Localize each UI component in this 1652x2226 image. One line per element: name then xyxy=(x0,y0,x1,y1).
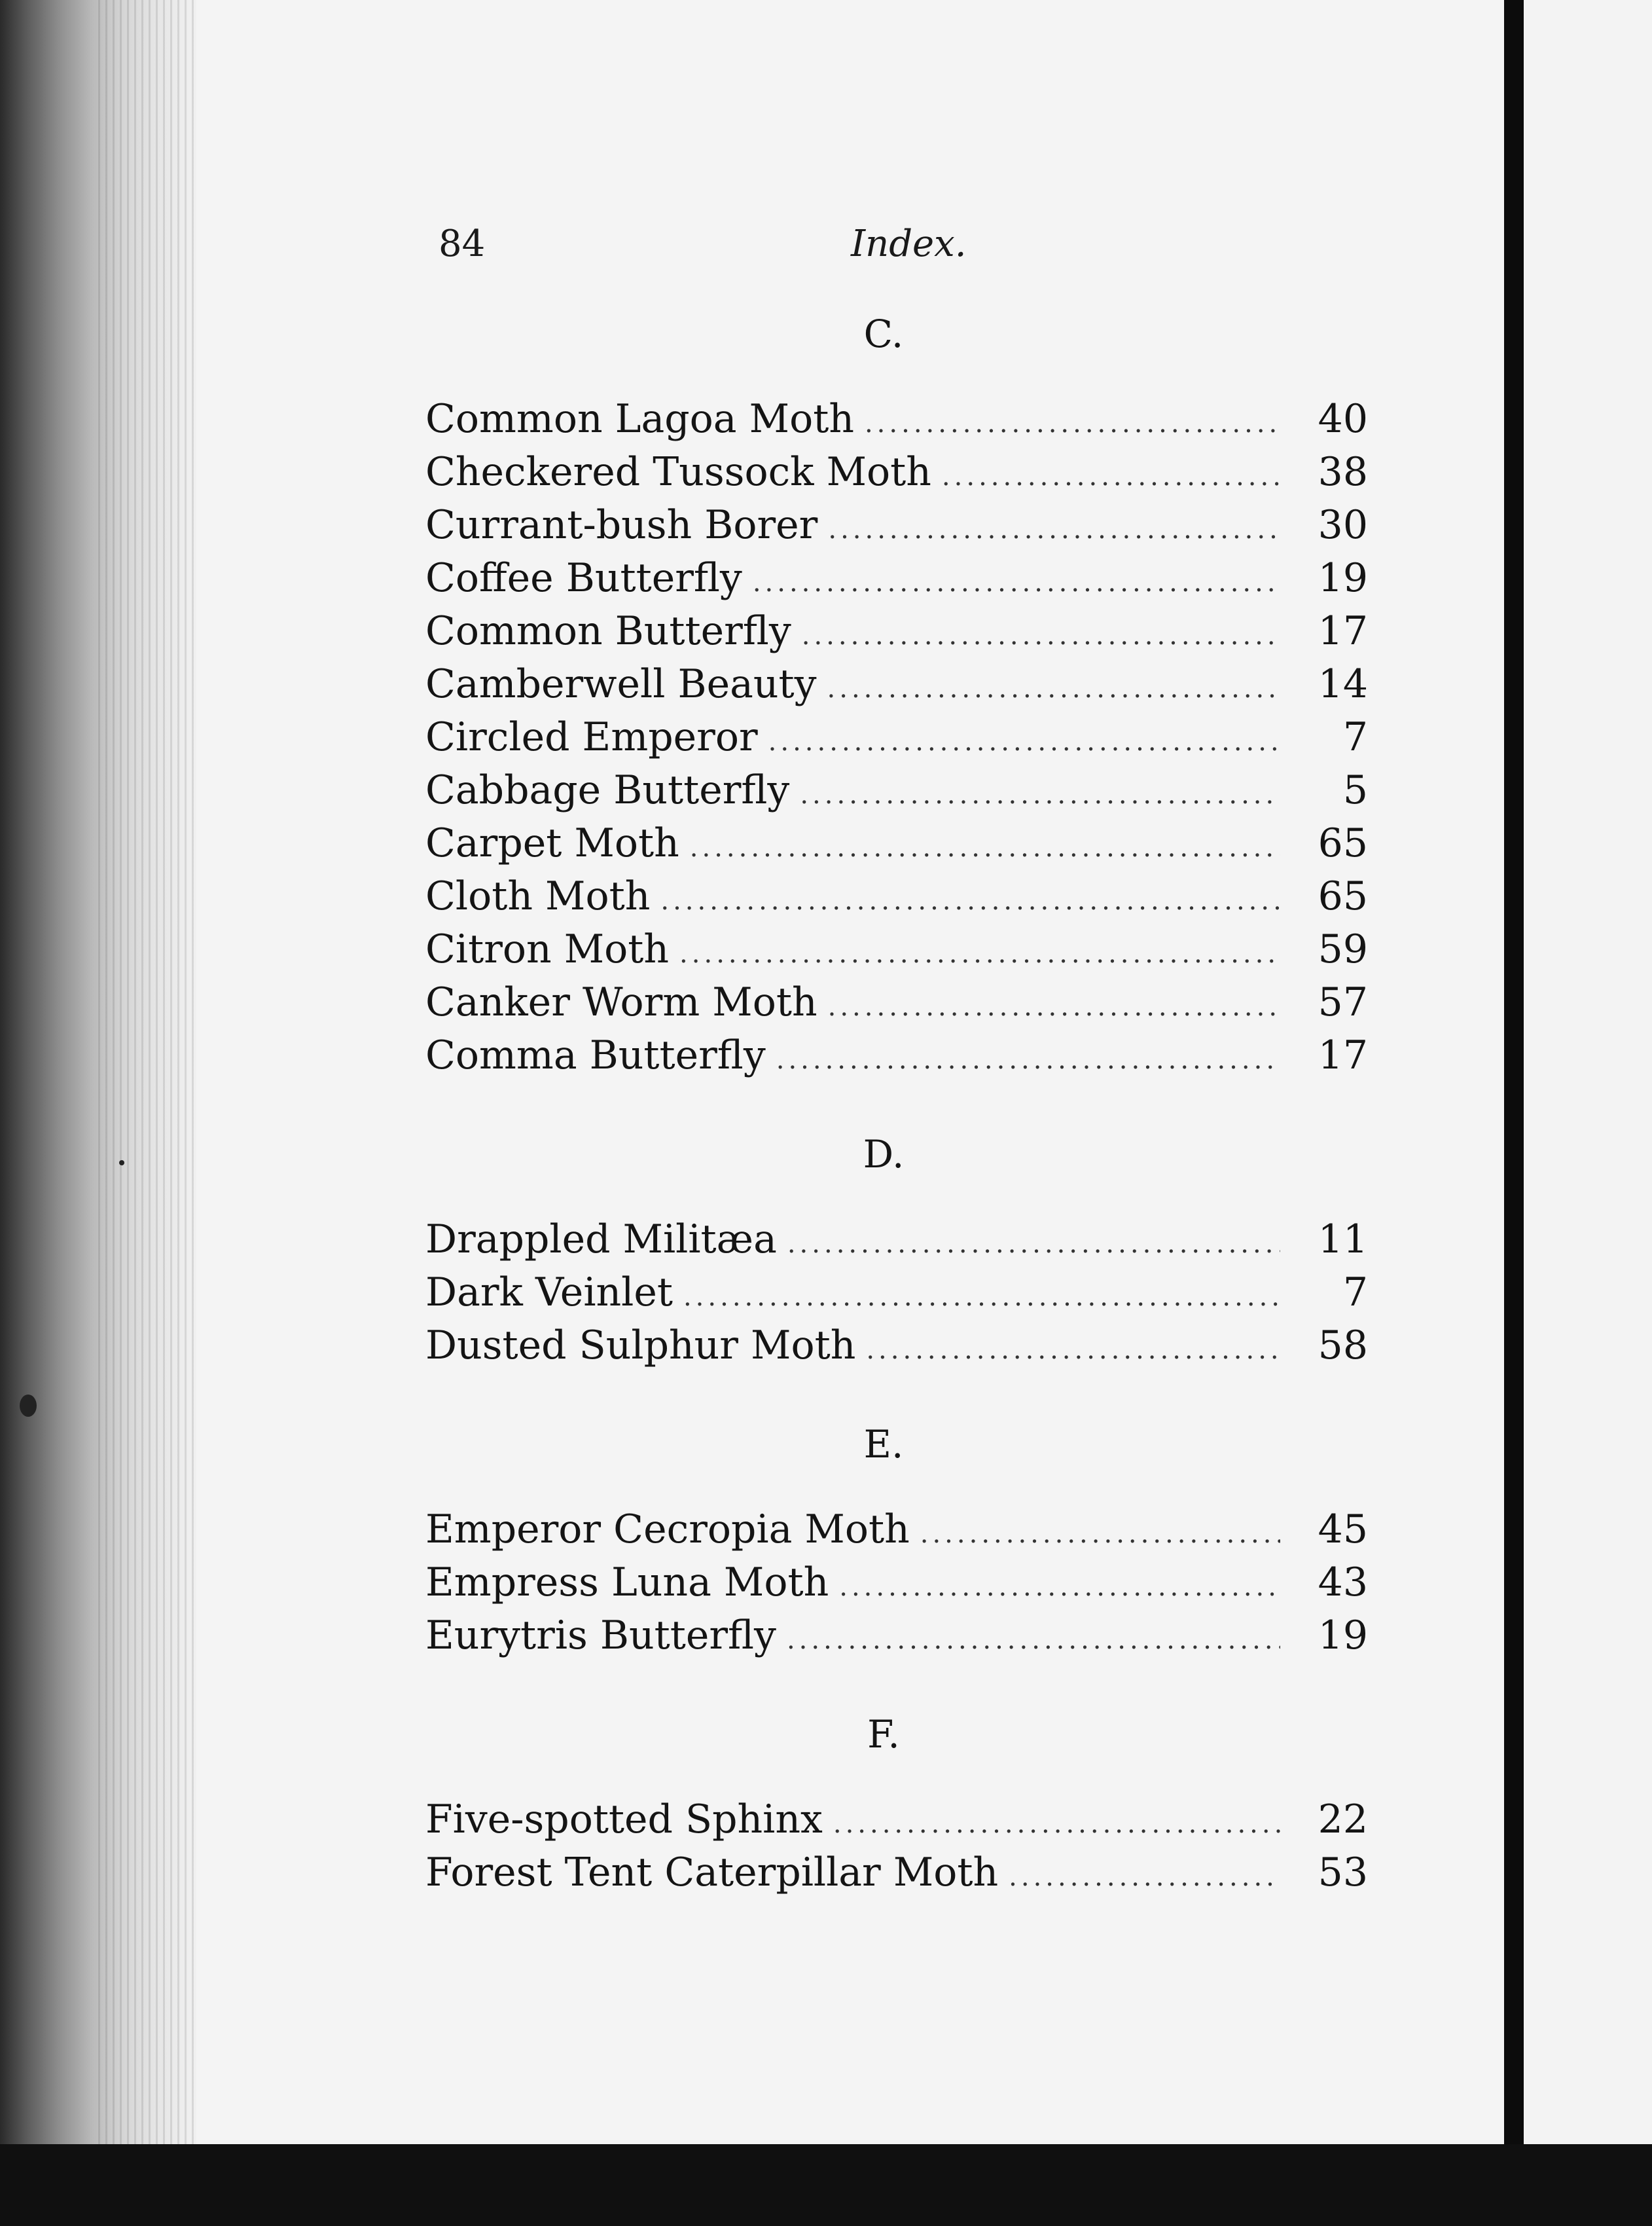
scan-speck xyxy=(20,1395,37,1417)
entry-name: Canker Worm Moth xyxy=(425,979,817,1025)
entry-page-number: 65 xyxy=(1318,873,1368,919)
running-header xyxy=(439,223,1368,275)
dot-leader xyxy=(683,1271,1280,1324)
entry-page-number: 5 xyxy=(1342,767,1368,813)
index-section xyxy=(425,301,1368,1082)
index-entry xyxy=(425,605,1368,658)
dot-leader xyxy=(768,716,1280,769)
entry-page-number: 38 xyxy=(1318,449,1368,495)
entry-name: Cloth Moth xyxy=(425,873,651,919)
dot-leader xyxy=(802,610,1280,663)
index-section xyxy=(425,1122,1368,1372)
entry-page-number: 7 xyxy=(1342,714,1368,760)
dot-leader xyxy=(920,1508,1280,1561)
dot-leader xyxy=(787,1218,1280,1271)
entry-name: Currant-bush Borer xyxy=(425,502,818,548)
entry-page-number: 65 xyxy=(1318,820,1368,866)
index-entry xyxy=(425,870,1368,923)
dot-leader xyxy=(942,450,1280,503)
dot-leader xyxy=(827,663,1280,716)
page-stack-edges xyxy=(98,0,203,2226)
entry-page-number: 57 xyxy=(1318,979,1368,1025)
dot-leader xyxy=(787,1614,1280,1667)
entry-page-number: 43 xyxy=(1318,1560,1368,1605)
page-number: 84 xyxy=(439,223,486,265)
dot-leader xyxy=(828,503,1280,556)
facing-page-gutter xyxy=(1504,0,1524,2187)
entry-name: Comma Butterfly xyxy=(425,1032,766,1078)
index-entry xyxy=(425,446,1368,499)
index-entry xyxy=(425,1319,1368,1372)
entry-page-number: 17 xyxy=(1318,608,1368,654)
entry-name: Drappled Militæa xyxy=(425,1216,777,1262)
entry-page-number: 17 xyxy=(1318,1032,1368,1078)
index-entry xyxy=(425,1609,1368,1662)
dot-leader xyxy=(776,1034,1280,1087)
index-section xyxy=(425,1702,1368,1899)
dot-leader xyxy=(690,822,1280,875)
dot-leader xyxy=(839,1561,1280,1614)
index-entry xyxy=(425,658,1368,711)
entry-page-number: 14 xyxy=(1318,661,1368,707)
facing-page xyxy=(1524,0,1652,2154)
entry-name: Citron Moth xyxy=(425,926,670,972)
section-letter: D. xyxy=(863,1132,905,1177)
entry-name: Circled Emperor xyxy=(425,714,758,760)
entry-name: Dusted Sulphur Moth xyxy=(425,1323,856,1368)
index-entry xyxy=(425,1556,1368,1609)
entry-name: Eurytris Butterfly xyxy=(425,1613,776,1658)
scan-background xyxy=(0,2144,1652,2226)
section-letter: F. xyxy=(867,1712,900,1757)
entry-page-number: 40 xyxy=(1318,396,1368,442)
dot-leader xyxy=(833,1798,1280,1851)
index-list xyxy=(425,301,1368,1939)
section-letter: E. xyxy=(863,1422,904,1467)
index-section xyxy=(425,1412,1368,1662)
entry-name: Coffee Butterfly xyxy=(425,555,742,601)
index-entry xyxy=(425,923,1368,976)
entry-name: Dark Veinlet xyxy=(425,1269,673,1315)
index-entry xyxy=(425,499,1368,552)
dot-leader xyxy=(866,1324,1280,1377)
entry-page-number: 30 xyxy=(1318,502,1368,548)
index-entry xyxy=(425,1846,1368,1899)
entry-page-number: 58 xyxy=(1318,1323,1368,1368)
scan-speck xyxy=(119,1160,124,1165)
index-entry xyxy=(425,552,1368,605)
entry-page-number: 7 xyxy=(1342,1269,1368,1315)
dot-leader xyxy=(1009,1851,1280,1904)
entry-name: Cabbage Butterfly xyxy=(425,767,790,813)
entry-page-number: 53 xyxy=(1318,1850,1368,1895)
entry-page-number: 59 xyxy=(1318,926,1368,972)
dot-leader xyxy=(753,556,1280,610)
index-entry xyxy=(425,764,1368,817)
dot-leader xyxy=(679,928,1280,981)
index-entry xyxy=(425,817,1368,870)
running-title: Index. xyxy=(851,223,967,265)
entry-name: Empress Luna Moth xyxy=(425,1560,829,1605)
entry-name: Common Butterfly xyxy=(425,608,791,654)
index-entry xyxy=(425,1503,1368,1556)
entry-name: Emperor Cecropia Moth xyxy=(425,1506,910,1552)
entry-page-number: 45 xyxy=(1318,1506,1368,1552)
index-entry xyxy=(425,711,1368,764)
entry-name: Camberwell Beauty xyxy=(425,661,817,707)
dot-leader xyxy=(865,397,1280,450)
dot-leader xyxy=(660,875,1280,928)
entry-name: Checkered Tussock Moth xyxy=(425,449,931,495)
index-entry xyxy=(425,1266,1368,1319)
entry-page-number: 22 xyxy=(1318,1797,1368,1842)
index-entry xyxy=(425,393,1368,446)
entry-name: Forest Tent Caterpillar Moth xyxy=(425,1850,999,1895)
dot-leader xyxy=(800,769,1280,822)
entry-page-number: 19 xyxy=(1318,555,1368,601)
dot-leader xyxy=(828,981,1280,1034)
entry-name: Carpet Moth xyxy=(425,820,679,866)
section-letter: C. xyxy=(863,312,904,356)
index-entry xyxy=(425,1029,1368,1082)
index-entry xyxy=(425,1793,1368,1846)
index-entry xyxy=(425,1213,1368,1266)
entry-name: Common Lagoa Moth xyxy=(425,396,854,442)
entry-name: Five-spotted Sphinx xyxy=(425,1797,823,1842)
entry-page-number: 19 xyxy=(1318,1613,1368,1658)
entry-page-number: 11 xyxy=(1318,1216,1368,1262)
index-entry xyxy=(425,976,1368,1029)
